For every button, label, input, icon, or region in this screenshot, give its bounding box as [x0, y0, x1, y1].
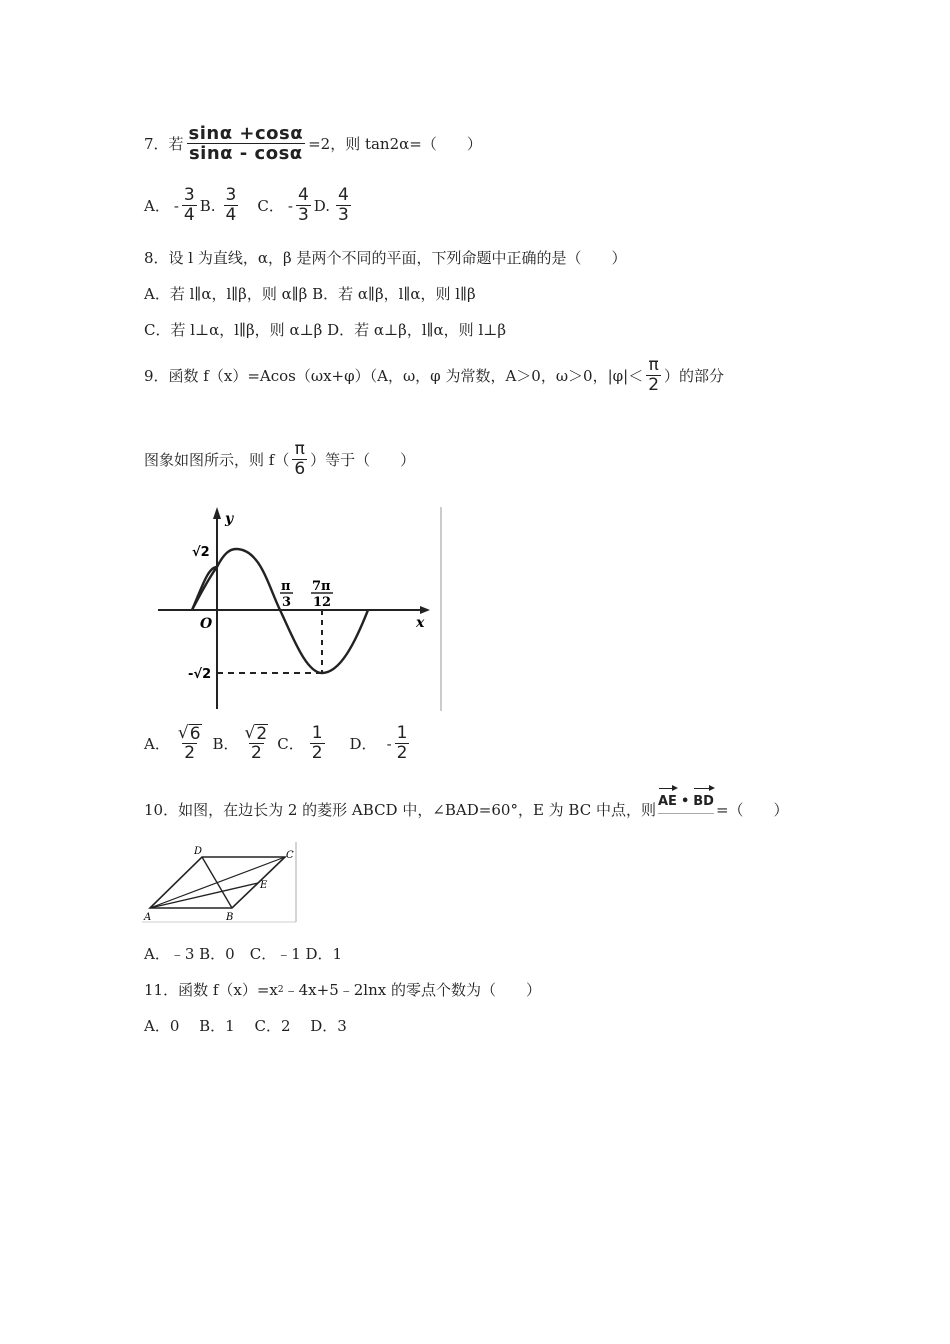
q7-option-a-sign: -	[173, 196, 179, 215]
q9-stem-line2	[144, 440, 415, 479]
q9-option-a-radicand: 6	[189, 724, 201, 744]
q9-options	[144, 724, 412, 763]
q8-options-cd: C．若 l⊥α，l∥β，则 α⊥β D．若 α⊥β，l∥α，则 l⊥β	[144, 321, 507, 339]
q8-options-ab: A．若 l∥α，l∥β，则 α∥β B．若 α∥β，l∥α，则 l∥β	[144, 285, 476, 303]
q9-option-d-label: D．	[349, 734, 377, 753]
q10-dot-product	[658, 786, 714, 814]
q9-option-c-label: C．	[277, 734, 304, 753]
q7-option-d-fraction	[336, 186, 351, 225]
q9-line2-head: 图象如图所示，则 f（	[144, 450, 290, 469]
q10-stem-head: 10．如图，在边长为 2 的菱形 ABCD 中，∠BAD=60°，E 为 BC 中点，则	[144, 801, 656, 819]
q7-fraction-denominator: sinα - cosα	[188, 143, 303, 164]
vector-ae: AE	[658, 786, 677, 812]
q7-option-b-den: 4	[225, 205, 237, 225]
q10-stem	[144, 796, 789, 824]
q9-cosine-graph	[150, 505, 445, 713]
x-axis-arrow-icon	[420, 606, 430, 614]
q7-option-b-fraction	[224, 186, 239, 225]
vertex-a-label: A	[144, 912, 152, 923]
q9-pi-den: 2	[648, 375, 660, 395]
q7-option-a-label: A．	[144, 196, 170, 215]
q7-option-d-num: 4	[338, 185, 349, 205]
q10-rhombus-figure	[140, 840, 300, 924]
q7-option-b-label: B.	[199, 196, 216, 215]
q7-option-c-label: C．	[257, 196, 284, 215]
q9-option-b-den: 2	[250, 743, 262, 763]
tick-pi-3-den: 3	[282, 595, 292, 610]
q8-stem: 8．设 l 为直线，α，β 是两个不同的平面，下列命题中正确的是（ ）	[144, 249, 627, 267]
q7-fraction-numerator: sinα +cosα	[188, 123, 304, 144]
q7-fraction	[187, 124, 306, 163]
q9-option-a-fraction	[176, 724, 204, 763]
q7-stem	[144, 124, 482, 163]
q9-pi-over-2	[646, 356, 661, 395]
vector-bd: BD	[693, 786, 714, 812]
y-min-label: -√2	[188, 667, 212, 682]
q9-stem	[144, 356, 724, 395]
q9-stem-tail: ）的部分	[664, 366, 725, 385]
q7-option-c-num: 4	[297, 185, 309, 205]
q9-line2-num: π	[294, 439, 305, 459]
q11-stem-tail: ﹣4x+5﹣2lnx 的零点个数为（ ）	[283, 981, 541, 999]
q10-stem-tail: =（ ）	[715, 801, 789, 819]
q9-option-d-fraction	[395, 724, 410, 763]
q7-option-a-num: 3	[183, 185, 195, 205]
q7-options	[144, 186, 354, 225]
q9-option-b-radicand: 2	[256, 724, 268, 744]
q7-option-b-num: 3	[225, 185, 237, 205]
tick-pi-3-num: π	[281, 579, 291, 594]
q9-pi-num: π	[648, 355, 659, 375]
vertex-b-label: B	[226, 912, 234, 923]
y-max-label: √2	[192, 545, 210, 560]
q9-line2-den: 6	[294, 459, 306, 479]
y-axis-arrow-icon	[213, 507, 221, 519]
q9-pi-over-6	[292, 440, 307, 479]
y-axis-label: y	[225, 511, 234, 527]
q7-option-c-fraction	[296, 186, 311, 225]
q7-option-c-den: 3	[297, 205, 309, 225]
q9-option-a-den: 2	[184, 743, 196, 763]
tick-7pi-12-den: 12	[313, 595, 332, 610]
q11-options: A．0 B．1 C．2 D．3	[144, 1017, 347, 1035]
vertex-d-label: D	[194, 846, 203, 857]
q9-option-b-sqrt: √ 2	[244, 723, 268, 744]
origin-label: O	[200, 616, 213, 632]
q9-option-a-sqrt: √ 6	[177, 723, 201, 744]
q9-option-d-sign: -	[386, 734, 392, 753]
q10-options: A．﹣3 B．0 C．﹣1 D．1	[144, 945, 343, 963]
q9-option-d-num: 1	[396, 723, 408, 743]
curve-left-start	[192, 567, 217, 610]
q9-line2-tail: ）等于（ ）	[310, 450, 416, 469]
q11-stem-head: 11．函数 f（x）=x	[144, 981, 278, 999]
x-axis-label: x	[416, 615, 425, 631]
q9-option-c-num: 1	[311, 723, 323, 743]
q7-option-c-sign: -	[287, 196, 293, 215]
q9-option-a-label: A．	[144, 734, 170, 753]
q9-option-b-label: B．	[212, 734, 239, 753]
q7-option-a-den: 4	[183, 205, 195, 225]
q9-stem-head: 9．函数 f（x）=Acos（ωx+φ）（A，ω，φ 为常数，A＞0，ω＞0，|φ|＜	[144, 366, 644, 385]
q7-stem-tail: =2，则 tan2α=（ ）	[308, 134, 482, 153]
tick-7pi-12-num: 7π	[312, 579, 331, 594]
segment-ae	[150, 883, 258, 908]
dot-operator: •	[680, 794, 690, 809]
q7-option-d-den: 3	[338, 205, 349, 225]
q9-option-b-fraction	[243, 724, 271, 763]
q9-option-c-fraction	[310, 724, 325, 763]
q9-option-c-den: 2	[311, 743, 323, 763]
q7-option-a-fraction	[182, 186, 197, 225]
q7-number: 7．若	[144, 134, 184, 153]
q11-stem: 11．函数 f（x）=x 2 ﹣4x+5﹣2lnx 的零点个数为（ ）	[144, 981, 541, 999]
point-e-label: E	[260, 880, 268, 891]
vertex-c-label: C	[286, 850, 294, 861]
q9-option-d-den: 2	[396, 743, 408, 763]
q7-option-d-label: D.	[313, 196, 331, 215]
